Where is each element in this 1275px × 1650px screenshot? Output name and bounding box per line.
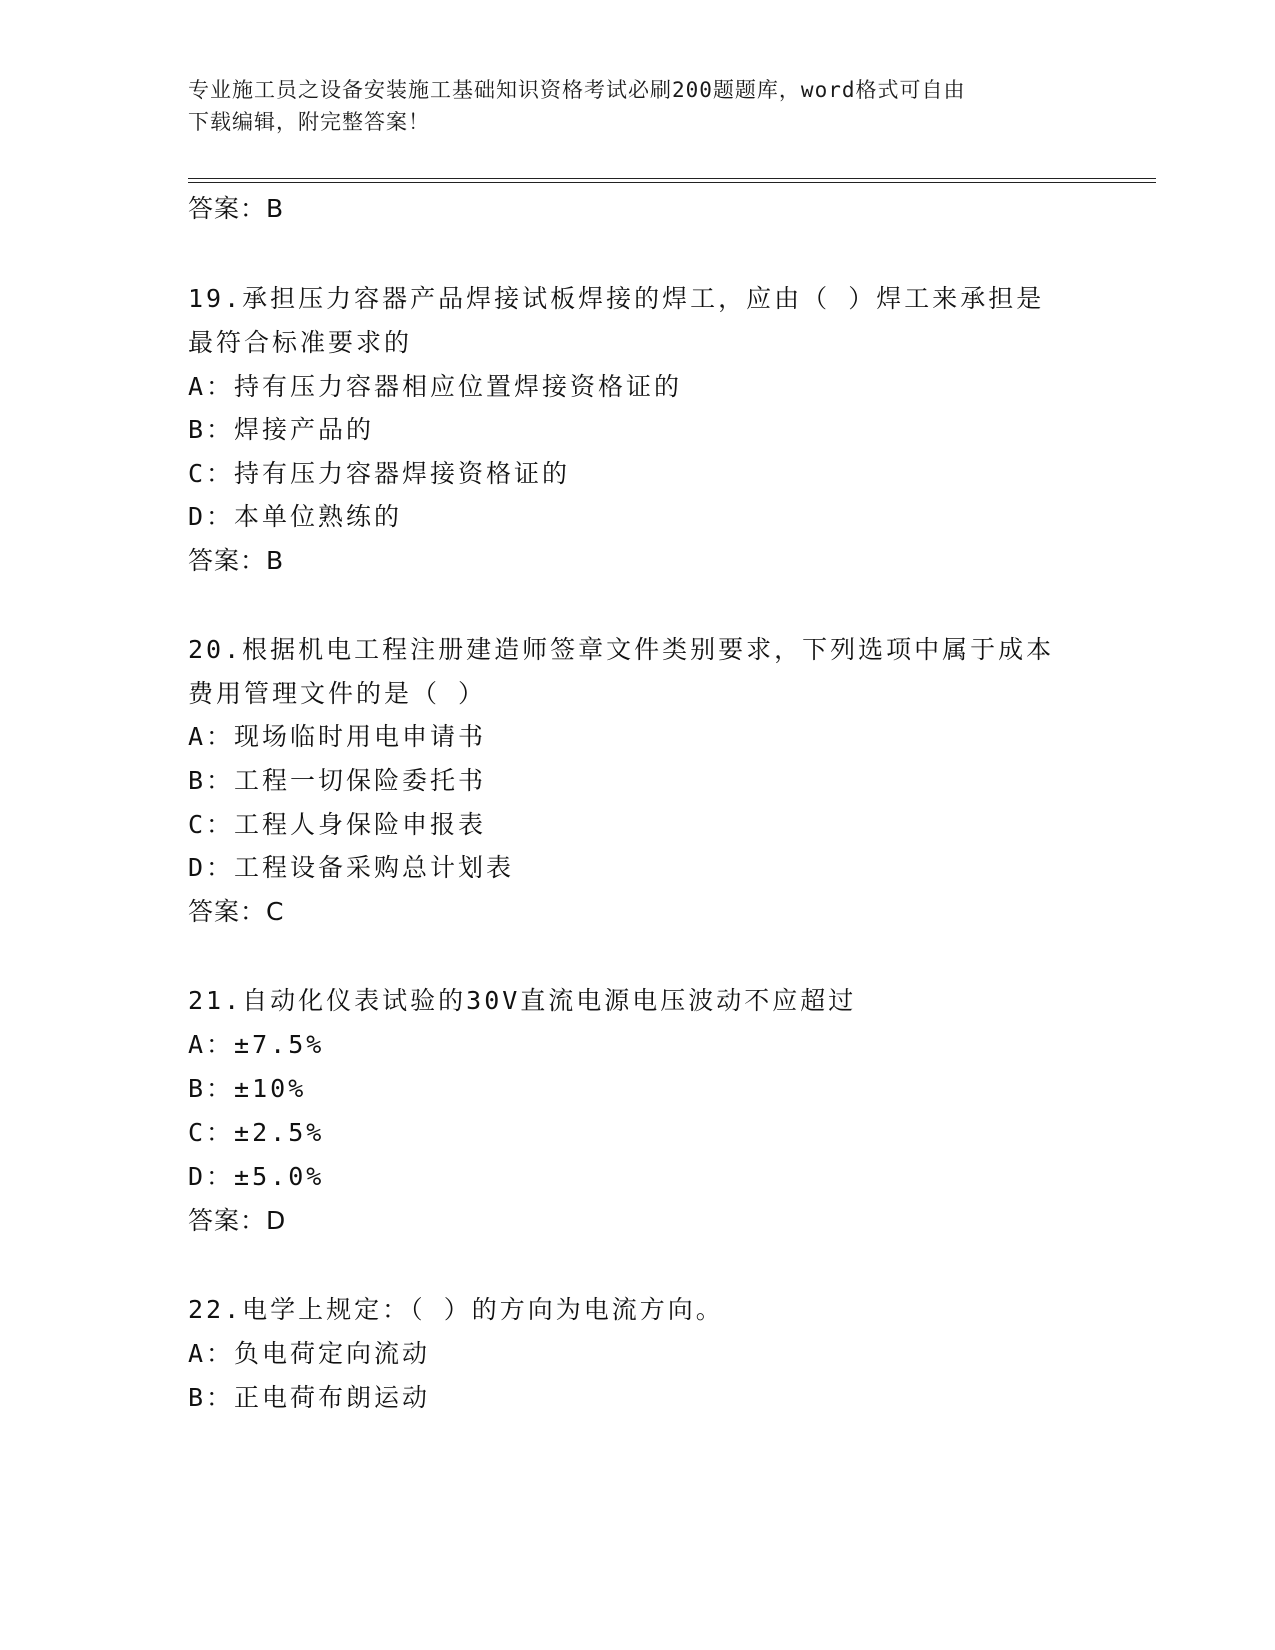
- option-c: C：工程人身保险申报表: [188, 810, 487, 839]
- header-line-2: 下载编辑，附完整答案！: [188, 110, 430, 134]
- option-b: B：工程一切保险委托书: [188, 766, 487, 795]
- option-b: B：焊接产品的: [188, 415, 375, 444]
- header-line-1: 专业施工员之设备安装施工基础知识资格考试必刷200题题库，word格式可自由: [188, 78, 966, 102]
- option-c: C：持有压力容器焊接资格证的: [188, 459, 571, 488]
- answer-line: 答案：D: [188, 1206, 287, 1235]
- question-stem-continued: 最符合标准要求的: [188, 328, 413, 357]
- answer-line: 答案：B: [188, 546, 285, 575]
- option-a: A：现场临时用电申请书: [188, 722, 487, 751]
- header-divider: [188, 178, 1156, 183]
- question-stem: 21.自动化仪表试验的30V直流电源电压波动不应超过: [188, 986, 857, 1015]
- answer-line: 答案：B: [188, 194, 285, 223]
- option-a: A：±7.5%: [188, 1030, 325, 1059]
- option-a: A：持有压力容器相应位置焊接资格证的: [188, 372, 683, 401]
- option-d: D：工程设备采购总计划表: [188, 853, 515, 882]
- option-c: C：±2.5%: [188, 1118, 325, 1147]
- document-header: [188, 74, 1088, 138]
- question-stem: 22.电学上规定：（ ）的方向为电流方向。: [188, 1295, 724, 1324]
- option-a: A：负电荷定向流动: [188, 1339, 431, 1368]
- option-b: B：±10%: [188, 1074, 307, 1103]
- question-stem: 20.根据机电工程注册建造师签章文件类别要求，下列选项中属于成本: [188, 635, 1055, 664]
- option-d: D：本单位熟练的: [188, 502, 403, 531]
- option-d: D：±5.0%: [188, 1162, 325, 1191]
- question-stem: 19.承担压力容器产品焊接试板焊接的焊工，应由（ ）焊工来承担是: [188, 284, 1045, 313]
- option-b: B：正电荷布朗运动: [188, 1383, 431, 1412]
- question-stem-continued: 费用管理文件的是（ ）: [188, 679, 487, 708]
- answer-line: 答案：C: [188, 897, 285, 926]
